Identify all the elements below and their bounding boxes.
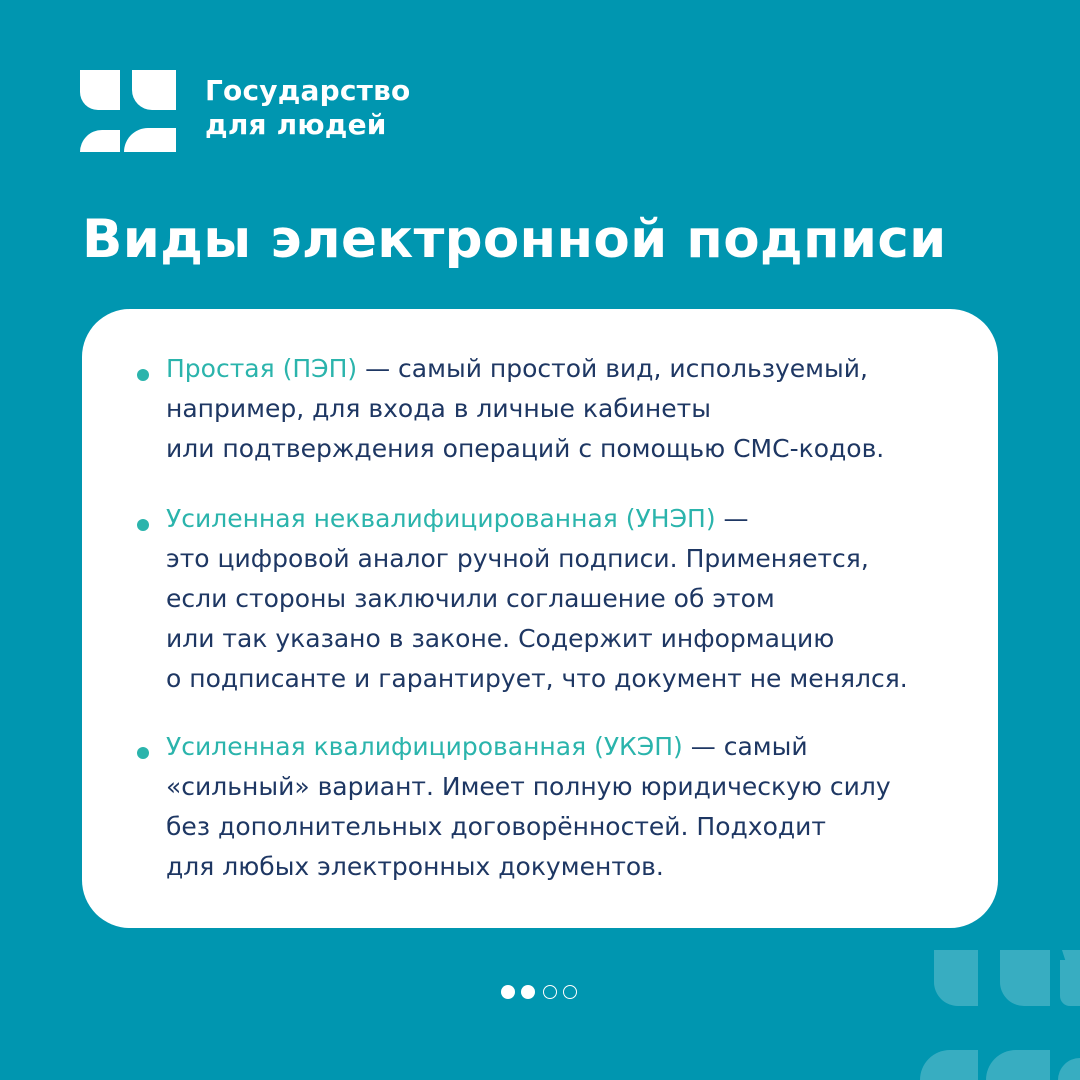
list-item-line: или подтверждения операций с помощью СМС-кодов. <box>166 434 885 463</box>
list-item-line: о подписанте и гарантирует, что документ не менялся. <box>166 664 908 693</box>
page-title: Виды электронной подписи <box>82 209 947 270</box>
signature-type-name: Усиленная квалифицированная (УКЭП) <box>166 732 683 761</box>
decorative-logo-watermark-icon <box>920 950 1080 1080</box>
brand-line-1: Государство <box>205 74 411 107</box>
bullet-dot <box>137 747 149 759</box>
list-item-first-line-rest: — <box>715 504 749 533</box>
list-item-first-line-rest: — самый простой вид, используемый, <box>357 354 868 383</box>
list-item-text <box>166 499 978 699</box>
list-item-first-line <box>166 727 978 767</box>
list-item-line: или так указано в законе. Содержит информацию <box>166 624 835 653</box>
list-item-first-line <box>166 349 978 389</box>
list-item-text <box>166 727 978 887</box>
list-item-line: без дополнительных договорённостей. Подходит <box>166 812 826 841</box>
signature-type-name: Усиленная неквалифицированная (УНЭП) <box>166 504 716 533</box>
content-card <box>82 309 998 928</box>
list-item-line: для любых электронных документов. <box>166 852 664 881</box>
brand-name <box>205 74 410 142</box>
page-dot-4[interactable] <box>563 985 577 999</box>
list-item-first-line <box>166 499 978 539</box>
list-item-text <box>166 349 978 469</box>
bullet-dot <box>137 369 149 381</box>
list-item-line: например, для входа в личные кабинеты <box>166 394 711 423</box>
page-dot-3[interactable] <box>543 985 557 999</box>
signature-type-name: Простая (ПЭП) <box>166 354 358 383</box>
bullet-dot <box>137 519 149 531</box>
brand-line-2: для людей <box>205 108 387 141</box>
page-dot-2[interactable] <box>521 985 535 999</box>
double-ya-logo-icon <box>80 70 176 152</box>
list-item-line: это цифровой аналог ручной подписи. Применяется, <box>166 544 869 573</box>
list-item-line: если стороны заключили соглашение об этом <box>166 584 775 613</box>
list-item-line: «сильный» вариант. Имеет полную юридическую силу <box>166 772 891 801</box>
list-item-first-line-rest: — самый <box>682 732 808 761</box>
page-dot-1[interactable] <box>501 985 515 999</box>
